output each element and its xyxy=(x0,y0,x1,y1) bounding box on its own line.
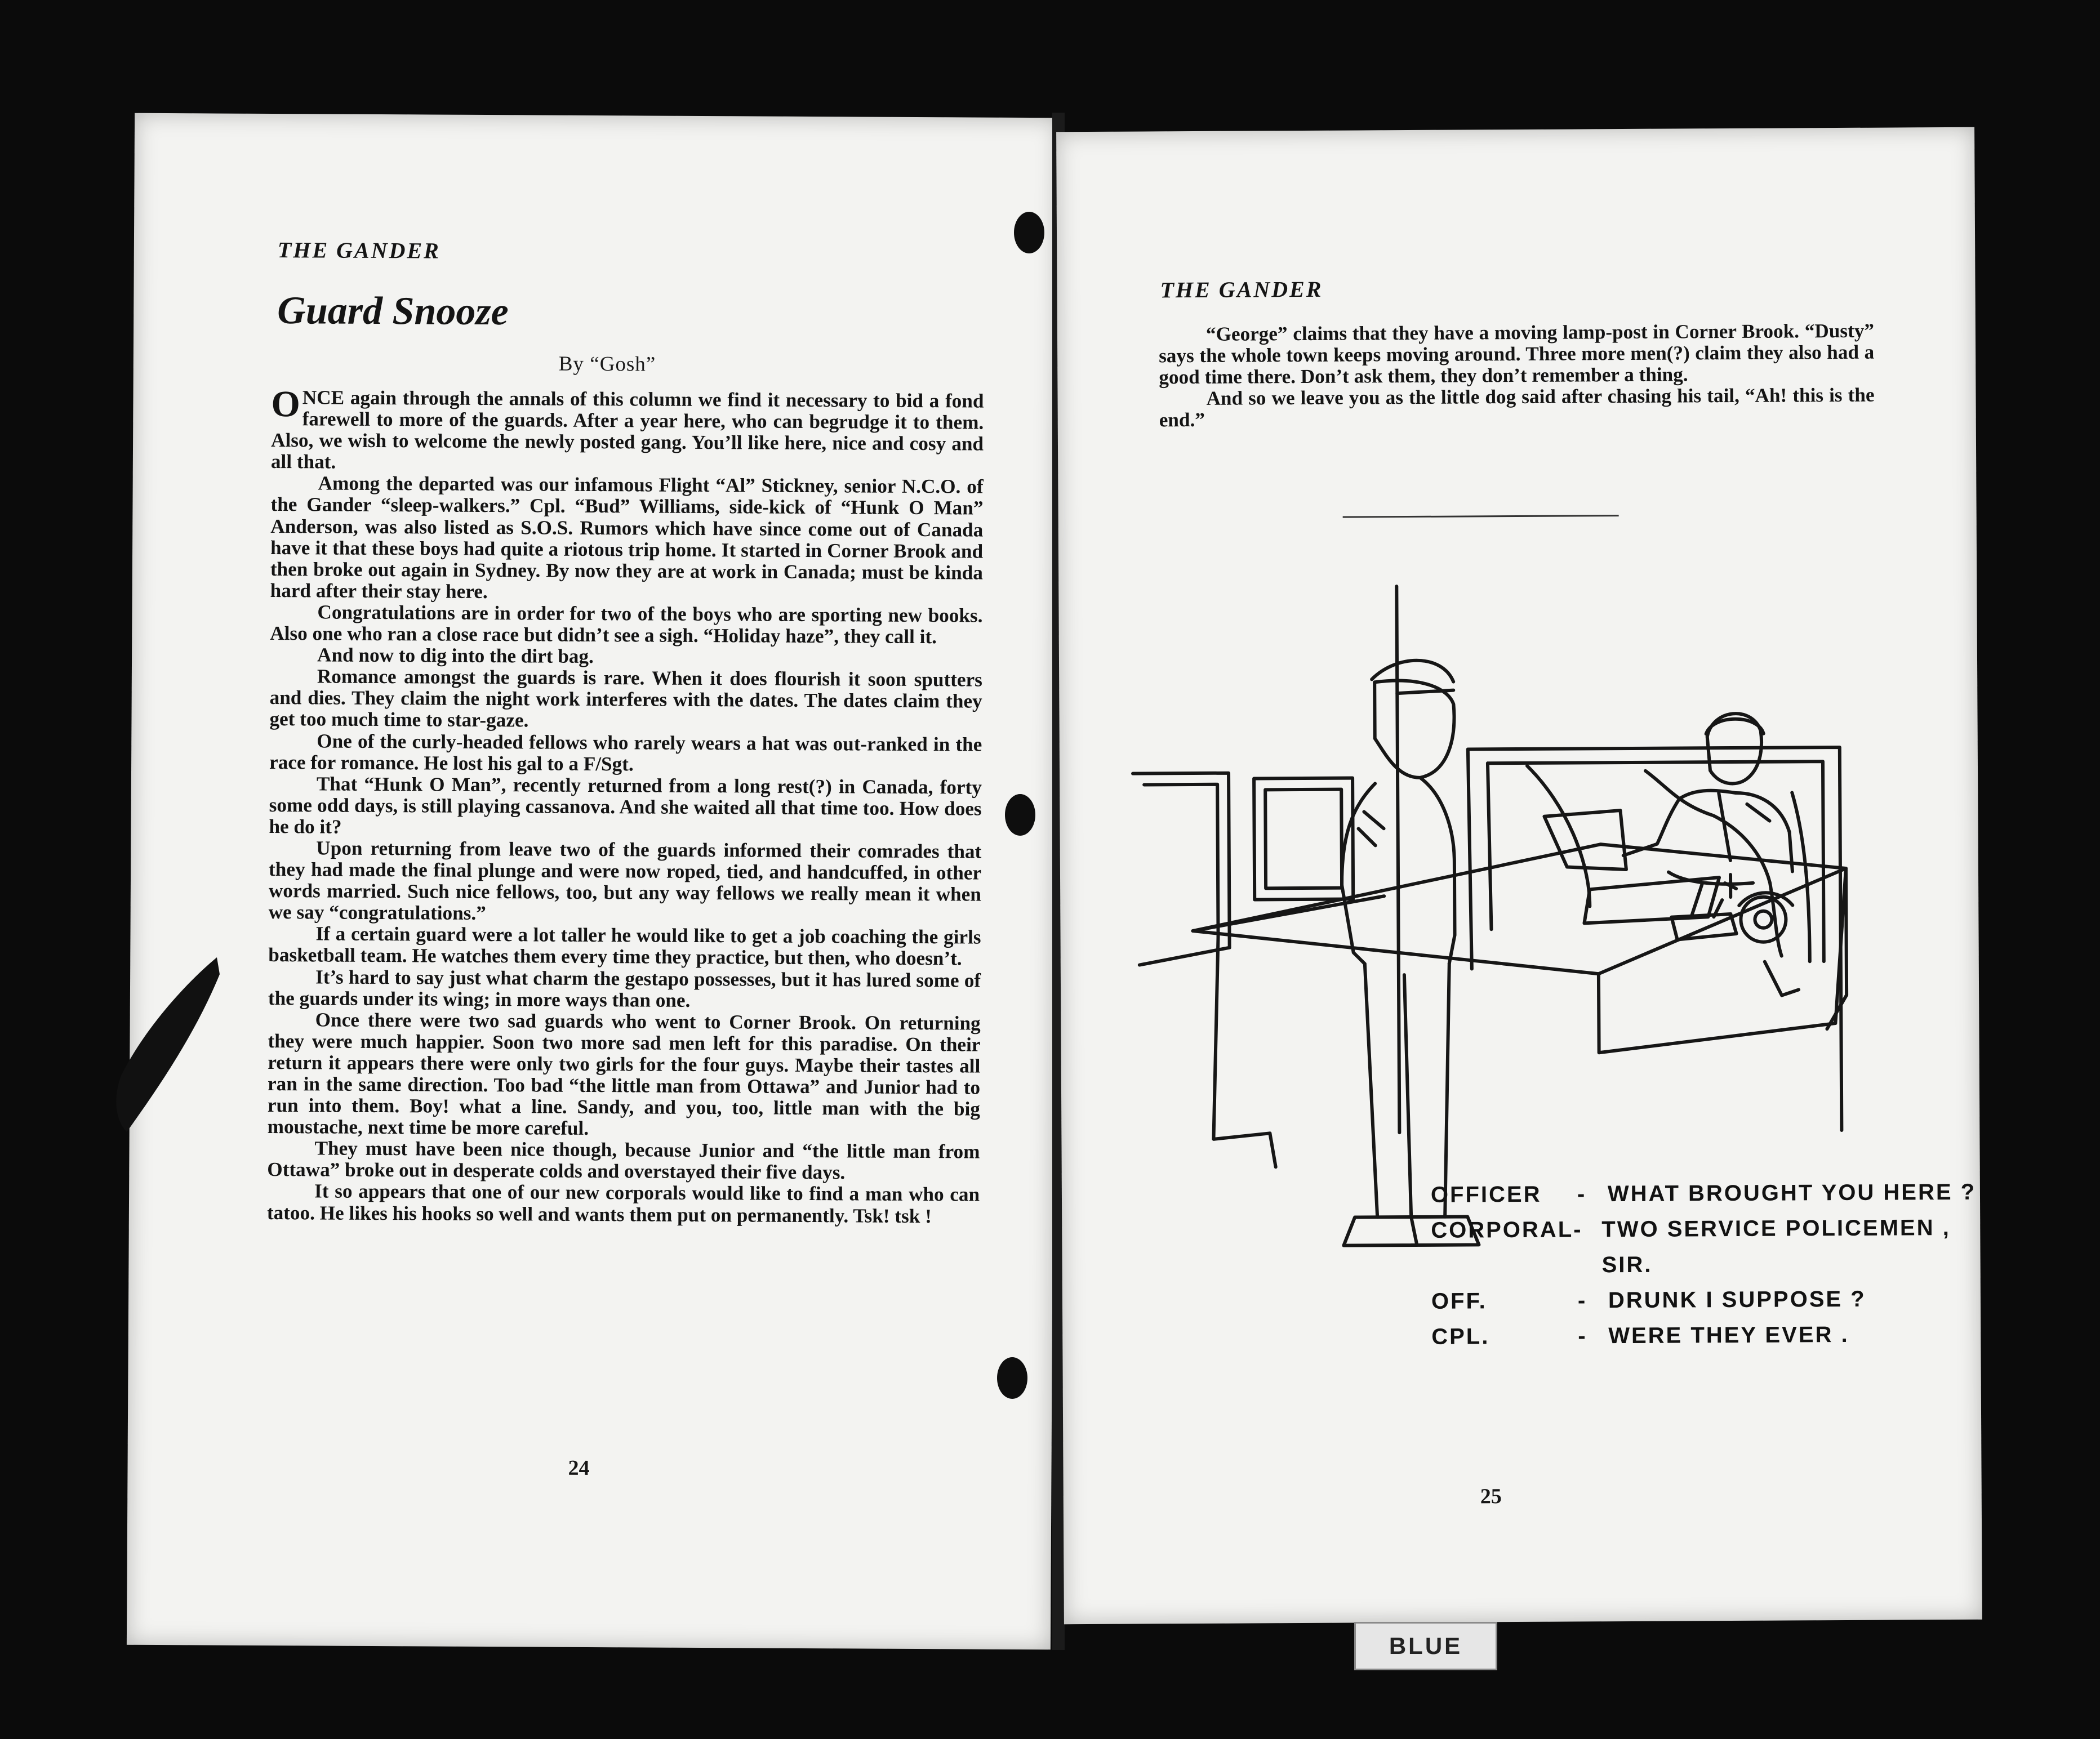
wall-picture-frame xyxy=(1133,773,1230,965)
running-head-right: THE GANDER xyxy=(1160,276,1323,303)
paragraph: That “Hunk O Man”, recently returned from a long rest(?) in Canada, forty some odd days, is still playing cassanova. And she waited all that time too. How does he do it? xyxy=(269,773,982,838)
right-page xyxy=(1056,127,1982,1624)
paragraph: And so we leave you as the little dog said after chasing his tail, “Ah! this is the end.” xyxy=(1159,384,1875,431)
caption-text: TWO SERVICE POLICEMEN , SIR. xyxy=(1601,1215,1951,1278)
scan-thumb-shadow xyxy=(110,952,223,1166)
paragraph: And now to dig into the dirt bag. xyxy=(317,644,594,668)
letter xyxy=(1544,810,1626,870)
desk-side xyxy=(1213,936,1270,1139)
page-number-right: 25 xyxy=(1480,1484,1502,1509)
caption-dash: - xyxy=(1578,1323,1587,1349)
corporal-figure xyxy=(1374,680,1454,778)
paragraph: Romance amongst the guards is rare. When it does flourish it soon sputters and dies. They claim the night work interferes with the dates. The dates claim they get too much time to star-gaze. xyxy=(269,665,982,732)
paragraph: ONCE again through the annals of this column we find it necessary to bid a fond farewell to more of the guards. After a year here, who can begrudge it to them. Also, we wish to welcome the newly posted gang. You’ll like here, nice and cosy and all that. xyxy=(270,384,984,473)
article-body xyxy=(266,384,984,1227)
caption-speaker: OFFICER xyxy=(1430,1181,1542,1207)
caption-line-1 xyxy=(1431,1175,1980,1213)
paragraph: It so appears that one of our new corporals would like to find a man who can tatoo. He likes his hooks so well and wants them put on permanently. Tsk! tsk ! xyxy=(266,1180,980,1227)
paragraph: It’s hard to say just what charm the gestapo possesses, but it has lured some of the guards under its wing; in more ways than one. xyxy=(268,965,981,1011)
caption-text: DRUNK I SUPPOSE ? xyxy=(1608,1286,1866,1313)
caption-dash: - xyxy=(1577,1181,1587,1207)
wall-map-frame xyxy=(1468,747,1842,1132)
caption-speaker: OFF. xyxy=(1431,1288,1487,1314)
paragraph: Once there were two sad guards who went to Corner Brook. On returning they were much happier. Soon two more sad men left for this paradise. On their return it appears there were only two girls for the four guys. Maybe their tastes all ran in the same direction. Too bad “the little man from Ottawa” and Junior had to run into them. Boy! what a line. Sandy, and you, too, little man with the big moustache, next time be more careful. xyxy=(267,1009,981,1140)
page-number-left: 24 xyxy=(568,1456,590,1480)
paragraph: “George” claims that they have a moving lamp-post in Corner Brook. “Dusty” says the whole town keeps moving around. Three more men(?) claim they also had a good time there. Don’t ask them, they don’t remember a thing. xyxy=(1159,319,1875,389)
section-divider xyxy=(1343,515,1619,518)
caption-dash: - xyxy=(1577,1288,1587,1313)
caption-speaker: CORPORAL xyxy=(1431,1217,1574,1243)
paragraph: Congratulations are in order for two of the boys who are sporting new books. Also one who ran a close race but didn’t see a sigh. “Holiday haze”, they call it. xyxy=(270,601,983,648)
binding-hole xyxy=(997,1357,1027,1399)
caption-text: WERE THEY EVER . xyxy=(1608,1322,1849,1349)
caption-line-4 xyxy=(1431,1317,1981,1355)
cartoon-caption xyxy=(1431,1175,1981,1355)
paragraph: If a certain guard were a lot taller he would like to get a job coaching the girls basketball team. He watches them every time they practice, but then, who doesn’t. xyxy=(268,922,981,970)
binding-hole xyxy=(1005,794,1035,836)
paragraph: Among the departed was our infamous Flight “Al” Stickney, senior N.C.O. of the Gander “sleep-walkers.” Cpl. “Bud” Williams, side-kick of “Hunk O Man” Anderson, was also listed as S.O.S. Rumors which have since come out of Canada have it that these boys had quite a riotous trip home. It started in Corner Brook and then broke out again in Sydney. By now they are at work in Canada; must be kinda hard after their stay here. xyxy=(270,472,984,603)
article-title: Guard Snooze xyxy=(277,289,509,334)
caption-speaker: CPL. xyxy=(1431,1324,1490,1349)
binding-hole xyxy=(1014,212,1044,253)
paragraph: Upon returning from leave two of the guards informed their comrades that they had made the final plunge and were now roped, tied, and handcuffed, in other words married. Such nice fellows, too, but any way fellows we really mean it when we say “congratulations.” xyxy=(268,837,982,925)
paragraph: One of the curly-headed fellows who rarely wears a hat was out-ranked in the race for romance. He lost his gal to a F/Sgt. xyxy=(269,729,982,775)
caption-line-2 xyxy=(1431,1210,1981,1284)
byline: By “Gosh” xyxy=(558,352,656,376)
left-page xyxy=(127,113,1058,1650)
column-continuation xyxy=(1159,320,1875,431)
caption-line-3 xyxy=(1431,1281,1981,1319)
paragraph: They must have been nice though, because Junior and “the little man from Ottawa” broke out in desperate colds and overstayed their five days. xyxy=(267,1137,980,1184)
caption-dash: - xyxy=(1573,1217,1583,1242)
running-head-left: THE GANDER xyxy=(277,237,441,264)
caption-text: WHAT BROUGHT YOU HERE ? xyxy=(1607,1179,1977,1207)
wall-picture-frame xyxy=(1254,778,1353,900)
archive-tag: BLUE xyxy=(1354,1622,1497,1670)
